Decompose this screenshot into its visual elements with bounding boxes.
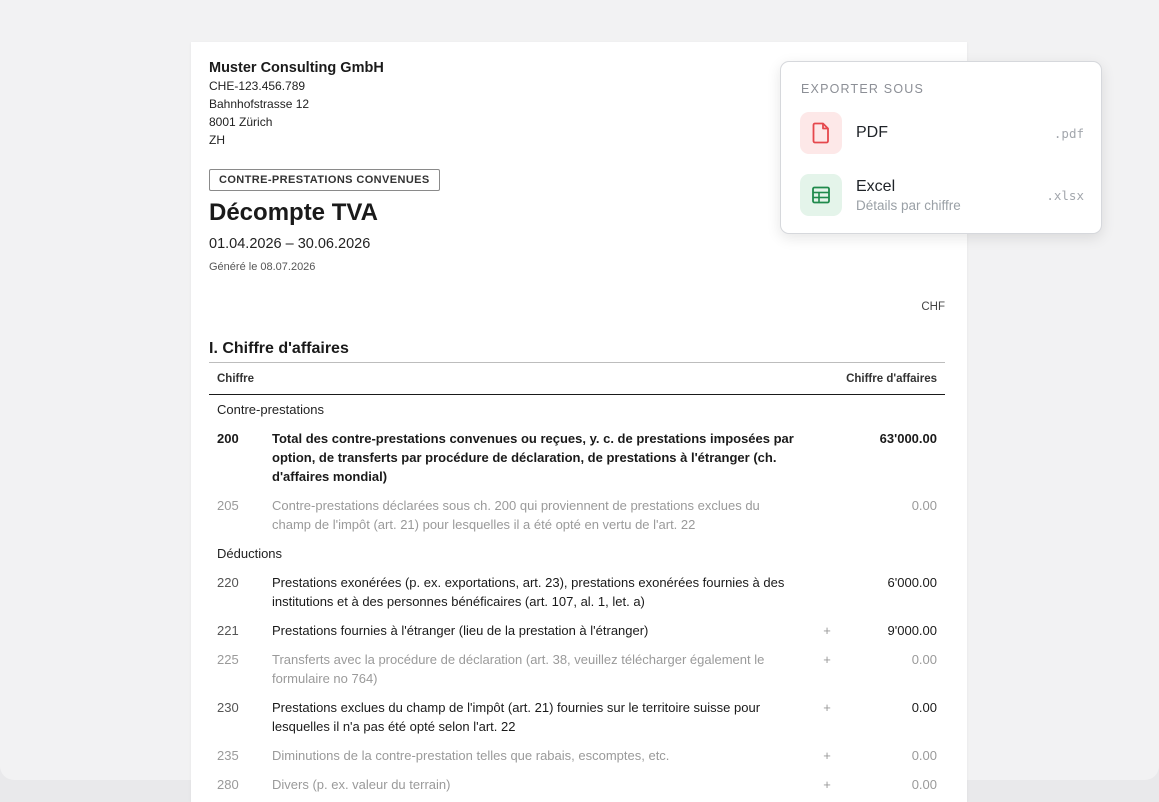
period: 01.04.2026 – 30.06.2026	[209, 236, 371, 252]
export-pdf-ext: .pdf	[1053, 125, 1084, 141]
row-amount: 0.00	[911, 652, 937, 667]
row-description: Diminutions de la contre-prestation telles que rabais, escomptes, etc.	[272, 748, 670, 763]
row-amount: 6'000.00	[887, 575, 937, 590]
pdf-icon-tile	[800, 112, 842, 154]
company-city: 8001 Zürich	[209, 115, 273, 129]
row-amount: 63'000.00	[879, 431, 937, 446]
row-description: Prestations fournies à l'étranger (lieu de la prestation à l'étranger)	[272, 623, 649, 638]
row-description: Total des contre-prestations convenues ou reçues, y. c. de prestations imposées par option, de transferts par procédure de déclaration, de prestations à l'étranger (ch. d'affaires mondial)	[272, 431, 794, 484]
export-pdf-option[interactable]	[800, 111, 1084, 155]
table-row	[209, 645, 945, 693]
group-label: Contre-prestations	[217, 402, 324, 417]
row-amount: 0.00	[911, 498, 937, 513]
export-pdf-label: PDF	[856, 124, 888, 141]
row-code: 280	[217, 777, 239, 792]
row-description: Divers (p. ex. valeur du terrain)	[272, 777, 451, 792]
export-excel-sub: Détails par chiffre	[856, 197, 961, 213]
table-body	[209, 395, 945, 799]
revenue-table	[209, 362, 945, 799]
section-title: I. Chiffre d'affaires	[209, 340, 349, 357]
header-amount: Chiffre d'affaires	[846, 372, 937, 385]
export-excel-option[interactable]	[800, 173, 1084, 217]
row-description: Transferts avec la procédure de déclaration (art. 38, veuillez télécharger également le formulaire no 764)	[272, 652, 765, 686]
table-icon	[811, 185, 831, 205]
currency-label: CHF	[921, 301, 945, 313]
export-menu	[780, 61, 1102, 234]
table-header	[209, 362, 945, 395]
row-amount: 0.00	[911, 700, 937, 715]
table-row	[209, 693, 945, 741]
company-canton: ZH	[209, 133, 225, 147]
row-code: 225	[217, 652, 239, 667]
row-code: 221	[217, 623, 239, 638]
row-operator: +	[823, 623, 831, 638]
row-amount: 9'000.00	[887, 623, 937, 638]
row-operator: +	[823, 652, 831, 667]
row-code: 230	[217, 700, 239, 715]
row-code: 235	[217, 748, 239, 763]
file-icon	[811, 122, 831, 144]
header-code: Chiffre	[217, 372, 255, 385]
row-amount: 0.00	[911, 777, 937, 792]
company-block	[209, 59, 384, 149]
row-operator: +	[823, 700, 831, 715]
generated-date: Généré le 08.07.2026	[209, 261, 316, 273]
row-code: 205	[217, 498, 239, 513]
page-title: Décompte TVA	[209, 199, 378, 226]
table-row	[209, 424, 945, 491]
row-description: Prestations exclues du champ de l'impôt (art. 21) fournies sur le territoire suisse pour lesquelles il n'a pas été opté selon l'art. 22	[272, 700, 761, 734]
company-name: Muster Consulting GmbH	[209, 60, 384, 76]
table-row	[209, 491, 945, 539]
export-heading: EXPORTER SOUS	[801, 82, 925, 96]
table-row	[209, 770, 945, 799]
table-row	[209, 616, 945, 645]
export-excel-label: Excel	[856, 177, 896, 195]
company-uid: CHE-123.456.789	[209, 79, 306, 93]
company-street: Bahnhofstrasse 12	[209, 97, 310, 111]
row-operator: +	[823, 748, 831, 763]
row-code: 220	[217, 575, 239, 590]
row-code: 200	[217, 431, 239, 446]
row-amount: 0.00	[911, 748, 937, 763]
table-row	[209, 568, 945, 616]
row-description: Prestations exonérées (p. ex. exportations, art. 23), prestations exonérées fournies à des institutions et à des personnes bénéficaires (art. 107, al. 1, let. a)	[272, 575, 785, 609]
row-operator: +	[823, 777, 831, 792]
group-label: Déductions	[217, 546, 283, 561]
row-description: Contre-prestations déclarées sous ch. 200 qui proviennent de prestations exclues du champ de l'impôt (art. 21) pour lesquelles il a été opté en vertu de l'art. 22	[272, 498, 760, 532]
table-row	[209, 741, 945, 770]
excel-icon-tile	[800, 174, 842, 216]
method-badge: CONTRE-PRESTATIONS CONVENUES	[209, 169, 440, 191]
export-excel-ext: .xlsx	[1046, 187, 1084, 203]
